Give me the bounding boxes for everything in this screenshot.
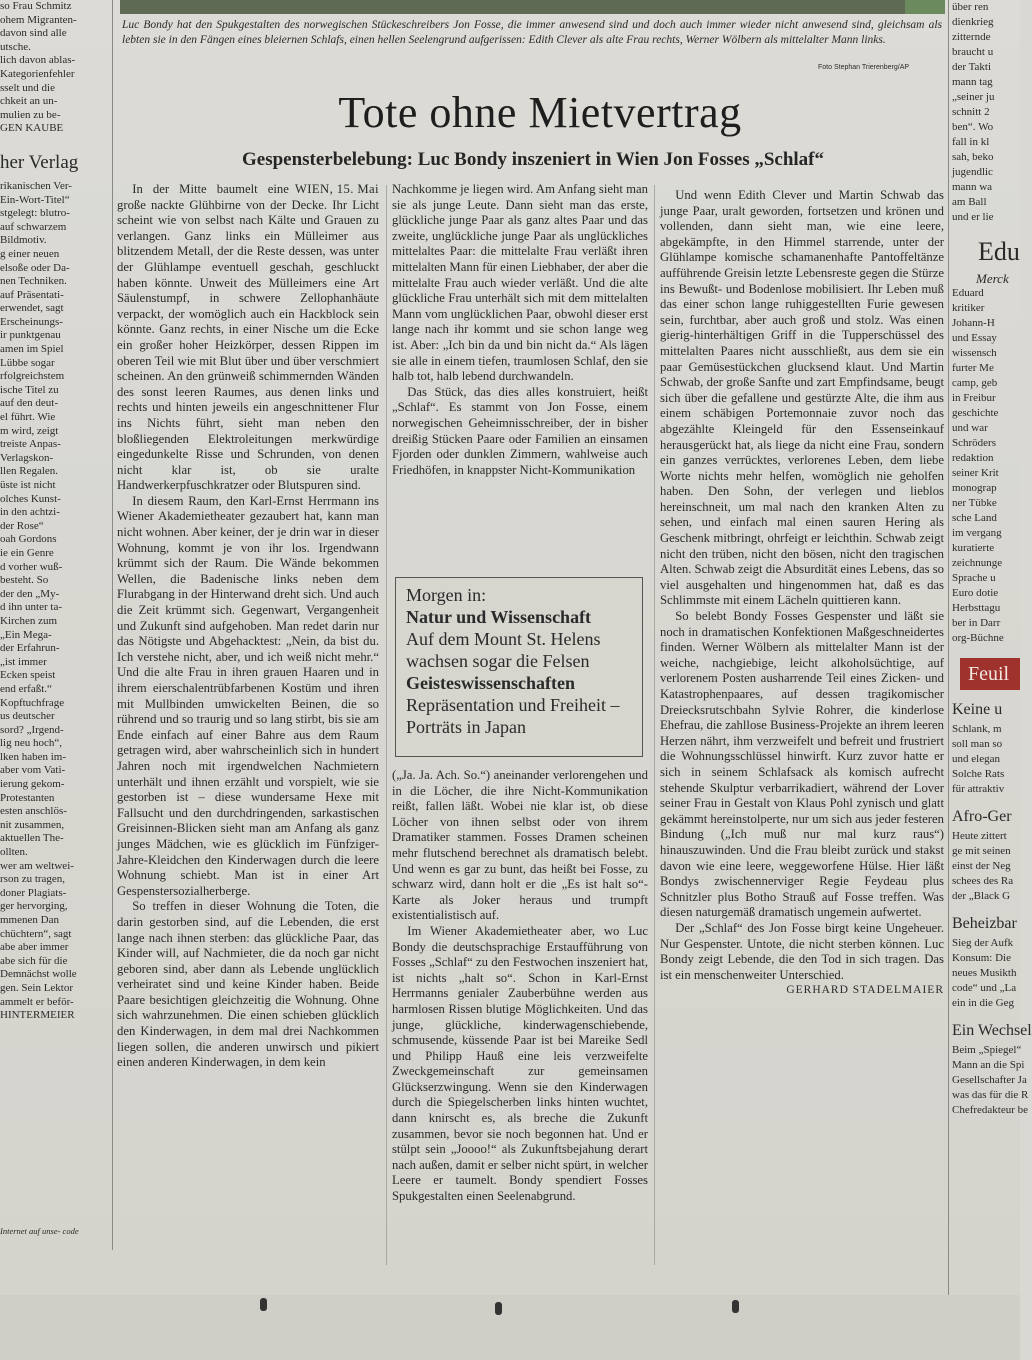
left-neighbor-line: davon sind alle bbox=[0, 27, 67, 40]
right-neighbor-line: jugendlic bbox=[952, 166, 993, 178]
left-neighbor-line: HINTERMEIER bbox=[0, 1009, 75, 1022]
right-neighbor-line: wissensch bbox=[952, 347, 997, 359]
photo-bottom-edge bbox=[120, 0, 945, 14]
article-subheadline: Gespensterbelebung: Luc Bondy inszeniert in Wien Jon Fosses „Schlaf“ bbox=[241, 149, 825, 170]
left-bottom-note: Internet auf unse- code bbox=[0, 1226, 79, 1236]
left-neighbor-top-lines bbox=[0, 0, 108, 136]
left-neighbor-line: so Frau Schmitz bbox=[0, 0, 72, 12]
left-neighbor-line: besteht. So bbox=[0, 574, 49, 587]
article-headline: Tote ohne Mietvertrag bbox=[338, 88, 742, 137]
left-neighbor-line: oah Gordons bbox=[0, 533, 57, 546]
column3-paragraph: Der „Schlaf“ des Jon Fosse birgt keine Ungeheuer. Nur Gespenster. Untote, die nicht sterben können. Luc Bondy zeigt Lebende, die den Tod in sich tragen. Das ist ein menschenweiter Unterschied. bbox=[660, 920, 944, 982]
column1-paragraph: In diesem Raum, den Karl-Ernst Herrmann ins Wiener Akademietheater gezaubert hat, kann man nicht wohnen. Aber keiner, der je drin war in dieser Wohnung, kommt je von ihr los. Irgendwann krümmt sich der Raum. Die Wände bekommen Wellen, die Badenische links neben dem Flurabgang in der Hinterwand dreht sich. Und auch die Zeit krümmt sich. Gegenwart, Vergangenheit und Zukunft sind aufgehoben. Man redet darin nur das Nötigste und Abgehacktest: „Nein, da bist du. Ich verstehe nicht, aber, und ich weiß nicht mehr.“ Und die alte Frau in ihren grauen Haaren und in ihrem eierschalentrübfarbenen Kostüm und ihren mit Mullbinden umwickelten Beinen, die so rührend und so traurig und so lang stirbt, bis sie am Ende einfach auf einer Bahre aus dem Raum getragen wird, aber wahrscheinlich sich in hundert Jahren noch mit irgendwelchen Nachmietern unterhält und ihnen erzählt und vorspielt, wie sie gestorben ist – diese wundersame Hexe mit Fallsucht und den durchdringenden, sarkastischen Greisinnen-Blicken sieht man am Anfang als ganz junges Mädchen, wie es glücklich im Fünfziger-Jahre-Kleidchen den Kinderwagen durch die leere Wohnung schiebt. Man ist in einer Art Gespenstersozialherberge. bbox=[117, 493, 379, 898]
brief-line: ge mit seinen bbox=[952, 845, 1011, 857]
column1-paragraph: In der Mitte baumelt eine große nackte Glühbirne von der Decke. Ihr Licht scheint wie von selbst nach Kälte und Grauen zu verlangen. Ganz links ein Mülleimer aus blitzendem Metall, der die Reste dessen, was unter der Glühlampe eventuell geschah, geschluckt haben könnte. Unweit des Mülleimers eine Art Säulenstumpf, in schwere Zellophanhäute verpackt, der womöglich auch ein Hackblock sein könnte. Ganz rechts, in einer Nische um die Ecke ein großer hoher Heizkörper, dessen Rippen im oberen Teil wie mit Blut über und über verschmiert scheinen. An den grünweiß schimmernden Wänden des sonst leeren Raumes, aus denen links und rechts und hinten jeweils ein angeschnittener Flur ins Nichts führt, sieht man neben den bloßliegenden Elektroleitungen merkwürdige eingedunkelte Risse und Schrunden, von denen nicht klar ist, ob sie uralte Handwerkerpfuschkratzer oder Blutspuren sind. bbox=[117, 182, 379, 493]
left-neighbor-line: rfolgreichstem bbox=[0, 370, 65, 383]
right-neighbor-line: mann tag bbox=[952, 76, 993, 88]
left-neighbor-line: Kirchen zum bbox=[0, 614, 58, 627]
left-neighbor-line: ohem Migranten- bbox=[0, 13, 77, 26]
left-neighbor-line: „Ein Mega- bbox=[0, 628, 52, 641]
article-column-2-bottom bbox=[392, 768, 648, 1268]
teaser-section-1: Natur und Wissenschaft bbox=[406, 607, 592, 627]
left-neighbor-heading: her Verlag bbox=[0, 151, 79, 173]
brief4-title: Ein Wechsel bbox=[952, 1022, 1032, 1039]
left-neighbor-line: GEN KAUBE bbox=[0, 122, 64, 135]
brief-line: der „Black G bbox=[952, 890, 1011, 902]
article-column-1 bbox=[117, 182, 379, 1262]
right-neighbor-line: camp, geb bbox=[952, 377, 998, 389]
photo-credit: Foto Stephan Trierenberg/AP bbox=[818, 64, 910, 71]
brief-line: neues Musikth bbox=[952, 967, 1017, 979]
article-column-3 bbox=[660, 188, 944, 1268]
brief-line: Beim „Spiegel“ bbox=[952, 1044, 1022, 1056]
brief-line: Gesellschafter Ja bbox=[952, 1074, 1027, 1086]
teaser-item-1: Auf dem Mount St. Helens wachsen sogar die Felsen bbox=[406, 629, 601, 671]
column2-paragraph: Im Wiener Akademietheater aber, wo Luc Bondy die deutschsprachige Erstaufführung von Fosses „Schlaf“ zu den Festwochen inszeniert hat, ist nichts „halt so“. Schon in Karl-Ernst Herrmanns genialer Zauberbühne werden aus harmlosen Rissen blutige Möglichkeiten. Und das junge, glückliche, kinderwagenschiebende, schmusende, küssende Paar ist bei Mareike Sedl und Philipp Hauß eine leis verzweifelte Zweckgemeinschaft zur gemeinsamen Glückserzwingung. Wenn sie den Kinderwagen durch die Spiegelscherben links hinten wuchtet, dann knirscht es, als breche die Zukunft zusammen, bevor sie noch begonnen hat. Und er stülpt sein „Joooo!“ als Zukunftsbejahung derart nach außen, damit er selber nicht spürt, in welcher Leere er taumelt. Bondy spendiert Fosses Spukgestalten einen Seelenabgrund. bbox=[392, 923, 648, 1204]
left-neighbor-line: Verlagskon- bbox=[0, 451, 54, 464]
left-neighbor-line: mulien zu be- bbox=[0, 108, 61, 121]
right-neighbor-line: und er lie bbox=[952, 211, 994, 223]
left-neighbor-line: doner Plagiats- bbox=[0, 886, 67, 899]
column3-paragraph: Und wenn Edith Clever und Martin Schwab das junge Paar, uralt geworden, fortsetzen und krönen und vollenden, dann sieht man, wie eine leere, abgekämpfte, in den Himmel starrende, unter der Glühlampe komische schamanenhafte Pantoffeltänze aufführende Greisin letzte Lebensreste gegen die Stürze ins Bewußt- und Bodenlose mobilisiert. Ihr Leben muß das einer schon lange ruhiggestellten Furie gewesen sein, furchtbar, aber auch groß und stolz. Was einen gierig-hinterhältigen Griff in die Tupperschüssel des mittelalten Paares nicht ausschließt, aus dem sie ein paar Gemüsestückchen glucksend klaut. Und Martin Schwab, der große Sanfte und zart Empfindsame, beugt sich über die gefallene und gestürzte Alte, die ihm aus einem schäbigen Portemonnaie zuvor noch das abgezählte Kleingeld für den Essenseinkauf herausgerückt hat, als liege da nicht eine Frau, sondern ein ganzes verrücktes, verlorenes Leben, dem liebe Worte nichts mehr helfen, womöglich nie geholfen haben. Den Sohn, der verlegen und lieblos hereinschneit, um mal nach den kranken Alten zu sehen, und einfach mal einen sauren Hering als Geschenk mitbringt, ohrfeigt er leichthin. Schwab zeigt nicht den trüben, nicht den bösen, nicht den tragischen Alten. Schwab zeigt die Absurdität eines Lebens, das so viel ausgehalten und hingenommen hat, daß es das Schlimmste mit einem Lächeln quittieren kann. bbox=[660, 188, 944, 608]
tomorrow-teaser-box bbox=[395, 577, 643, 757]
right-neighbor-line: kritiker bbox=[952, 302, 985, 314]
left-neighbor-line: d vorher wuß- bbox=[0, 560, 63, 573]
left-neighbor-line: end erfaßt.“ bbox=[0, 682, 52, 695]
left-neighbor-line: sselt und die bbox=[0, 81, 55, 94]
brief-line: Heute zittert bbox=[952, 830, 1007, 842]
right-neighbor-line: seiner Krit bbox=[952, 467, 999, 479]
right-neighbor-line: der Takti bbox=[952, 61, 992, 73]
left-neighbor-line: „ist immer bbox=[0, 655, 47, 668]
right-neighbor-line: braucht u bbox=[952, 46, 994, 58]
right-neighbor-line: zitternde bbox=[952, 31, 991, 43]
left-neighbor-line: Kopftuchfrage bbox=[0, 696, 65, 709]
right-neighbor-line: ben“. Wo bbox=[952, 121, 994, 133]
left-neighbor-line: aktuellen The- bbox=[0, 832, 64, 845]
left-neighbor-column bbox=[0, 0, 108, 1300]
column-rule-1 bbox=[386, 185, 387, 1265]
left-neighbor-line: ie ein Genre bbox=[0, 546, 54, 559]
right-neighbor-author: Merck bbox=[976, 271, 1009, 286]
left-neighbor-line: abe sich für die bbox=[0, 954, 68, 967]
right-neighbor-line: schnitt 2 bbox=[952, 106, 990, 118]
left-neighbor-line: auf den deut- bbox=[0, 397, 59, 410]
brief-line: Schlank, m bbox=[952, 723, 1002, 735]
photo-caption: Luc Bondy hat den Spukgestalten des norwegischen Stückeschreibers Jon Fosse, die immer anwesend sind und doch auch immer wieder nicht anwesend sind, gleichsam als lebten sie in den Fängen eines bleiernen Schlafs, einen hellen Seelengrund aufgerissen: Edith Clever als alte Frau rechts, Werner Wölbern als mittelalter Mann links. bbox=[122, 19, 942, 46]
column-rule-right bbox=[948, 0, 949, 1300]
left-neighbor-line: üste ist nicht bbox=[0, 479, 56, 491]
teaser-section-2: Geisteswissenschaften bbox=[406, 673, 575, 693]
brief-line: soll man so bbox=[952, 738, 1003, 750]
article-column-2-top bbox=[392, 182, 648, 562]
right-neighbor-line: sche Land bbox=[952, 512, 997, 524]
left-neighbor-line: ir punktgenau bbox=[0, 329, 61, 342]
brief-line: einst der Neg bbox=[952, 860, 1011, 872]
right-neighbor-line: monograp bbox=[952, 482, 997, 494]
right-neighbor-line: Johann-H bbox=[952, 317, 995, 329]
right-neighbor-line: dienkrieg bbox=[952, 16, 994, 28]
left-neighbor-line: nen Techniken. bbox=[0, 275, 67, 288]
brief-line: schees des Ra bbox=[952, 875, 1014, 887]
left-neighbor-line: sord? „Irgend- bbox=[0, 723, 64, 736]
left-neighbor-line: us deutscher bbox=[0, 710, 55, 723]
brief-line: Chefredakteur be bbox=[952, 1104, 1029, 1116]
right-neighbor-line: zeichnunge bbox=[952, 557, 1003, 569]
brief-line: Konsum: Die bbox=[952, 952, 1011, 964]
right-neighbor-line: am Ball bbox=[952, 196, 987, 208]
right-neighbor-line: und Essay bbox=[952, 332, 997, 344]
left-neighbor-line: in den achtzi- bbox=[0, 506, 60, 519]
right-neighbor-top-lines bbox=[952, 0, 1020, 225]
brief-line: für attraktiv bbox=[952, 783, 1005, 795]
left-neighbor-line: aber vom Vati- bbox=[0, 764, 66, 777]
left-neighbor-line: g einer neuen bbox=[0, 247, 60, 260]
right-neighbor-line: und war bbox=[952, 422, 988, 434]
right-neighbor-line: mann wa bbox=[952, 181, 993, 193]
right-neighbor-line: furter Me bbox=[952, 362, 994, 374]
left-neighbor-line: Bildmotiv. bbox=[0, 234, 47, 247]
brief4-lines bbox=[952, 1043, 1029, 1118]
left-neighbor-line: Erscheinungs- bbox=[0, 315, 63, 328]
left-neighbor-line: llen Regalen. bbox=[0, 465, 59, 478]
brief-line: code“ und „La bbox=[952, 982, 1017, 994]
left-neighbor-line: olches Kunst- bbox=[0, 492, 61, 505]
left-neighbor-line: ierung gekom- bbox=[0, 778, 65, 791]
author-signature: GERHARD STADELMAIER bbox=[786, 984, 944, 997]
right-neighbor-heading: Edu bbox=[978, 237, 1020, 266]
left-neighbor-line: amen im Spiel bbox=[0, 343, 64, 356]
left-neighbor-line: stgelegt: blutro- bbox=[0, 207, 70, 220]
left-neighbor-line: chkeit an un- bbox=[0, 95, 58, 108]
right-neighbor-line: org-Büchne bbox=[952, 632, 1004, 644]
brief1-title: Keine u bbox=[952, 701, 1003, 718]
column-rule-left bbox=[112, 0, 113, 1250]
left-neighbor-line: treiste Anpas- bbox=[0, 438, 61, 451]
right-neighbor-line: Euro dotie bbox=[952, 587, 999, 599]
left-neighbor-lines bbox=[0, 180, 108, 1023]
left-neighbor-line: Protestanten bbox=[0, 791, 55, 804]
left-neighbor-line: d ihn unter ta- bbox=[0, 601, 63, 614]
left-neighbor-line: ammelt er beför- bbox=[0, 995, 74, 1008]
column2-paragraph: („Ja. Ja. Ach. So.“) aneinander verlorengehen und in die Löcher, die ihre Nicht-Kommunikation reißt, fallen läßt. Wobei nie klar ist, ob diese Löcher von ihnen selbst oder von ihrem Dramatiker stammen. Fosses Dramen scheinen mehr flutschend berechnet als dramatisch belebt. Und wenn es gar zu bunt, das heißt bei Fosse, zu schwarz wird, dann holt er die „Es ist halt so“-Karte als Joker heraus und trumpft existentialistisch auf. bbox=[392, 768, 648, 923]
brief1-lines bbox=[952, 722, 1020, 797]
punch-hole bbox=[732, 1300, 739, 1313]
left-neighbor-line: auf Präsentati- bbox=[0, 288, 64, 301]
left-neighbor-line: erwendet, sagt bbox=[0, 302, 64, 315]
left-neighbor-line: rikanischen Ver- bbox=[0, 179, 72, 192]
punch-hole bbox=[260, 1298, 267, 1311]
left-neighbor-line: elsoße oder Da- bbox=[0, 261, 70, 274]
left-neighbor-line: utsche. bbox=[0, 40, 31, 53]
feuilleton-section-label: Feuil bbox=[960, 658, 1020, 690]
left-neighbor-line: Kategorienfehler bbox=[0, 67, 75, 80]
left-neighbor-line: esten anschlös- bbox=[0, 805, 67, 818]
right-neighbor-column bbox=[952, 0, 1032, 1360]
left-neighbor-line: ollten. bbox=[0, 846, 28, 859]
right-neighbor-line: „seiner ju bbox=[952, 91, 995, 103]
right-neighbor-line: Eduard bbox=[952, 287, 984, 299]
punch-hole bbox=[495, 1302, 502, 1315]
right-neighbor-line: über ren bbox=[952, 1, 989, 13]
left-neighbor-line: der Erfahrun- bbox=[0, 642, 60, 655]
brief-line: ein in die Geg bbox=[952, 997, 1015, 1009]
right-neighbor-line: kuratierte bbox=[952, 542, 995, 554]
right-neighbor-line: in Freibur bbox=[952, 392, 996, 404]
left-neighbor-line: lich davon ablas- bbox=[0, 54, 76, 67]
left-neighbor-line: ische Titel zu bbox=[0, 383, 59, 396]
right-neighbor-line: ner Tübke bbox=[952, 497, 997, 509]
right-neighbor-line: Herbsttagu bbox=[952, 602, 1001, 614]
left-neighbor-line: Ecken speist bbox=[0, 669, 56, 682]
page-fold-strip bbox=[0, 1295, 1020, 1360]
dateline: WIEN, 15. Mai bbox=[294, 182, 379, 196]
brief-line: Mann an die Spi bbox=[952, 1059, 1025, 1071]
right-neighbor-line: geschichte bbox=[952, 407, 999, 419]
left-neighbor-line: abe aber immer bbox=[0, 941, 69, 954]
left-neighbor-line: ger hervorging, bbox=[0, 900, 68, 913]
brief-line: und elegan bbox=[952, 753, 1000, 765]
right-neighbor-line: redaktion bbox=[952, 452, 994, 464]
brief-line: was das für die R bbox=[952, 1089, 1029, 1101]
left-neighbor-line: el führt. Wie bbox=[0, 411, 56, 424]
left-neighbor-line: chüchtern“, sagt bbox=[0, 927, 72, 940]
left-neighbor-line: nit zusammen, bbox=[0, 818, 65, 831]
photo-bottom-edge-highlight bbox=[905, 0, 945, 14]
right-neighbor-lines bbox=[952, 286, 1020, 646]
brief2-title: Afro-Ger bbox=[952, 808, 1012, 825]
right-neighbor-line: Schröders bbox=[952, 437, 996, 449]
column-rule-2 bbox=[654, 185, 655, 1265]
right-neighbor-line: sah, beko bbox=[952, 151, 994, 163]
left-neighbor-line: rson zu tragen, bbox=[0, 873, 66, 886]
column3-paragraph: So belebt Bondy Fosses Gespenster und läßt sie noch in dramatischen Konfektionen Maßgeschneidertes finden. Werner Wölbern als mittelalter Mann ist der weiche, nachgiebige, leicht alkoholsüchtige, auf verlorenem Posten ausharrende Teil eines Zicken- und Katastrophenpaares, auf dessen tragikomischer Dreiecksrutschbahn Sylvie Rohrer, die kinderlose Ehefrau, die zahllose Business-Projekte an ihrem leeren Herzen nährt, ihm verzweifelt und befreit und frustriert die Wohnungsschlüssel hinwirft. Kurz zuvor hatte er sich in seinem Schlafsack als komisch aufrecht stehende Skulptur verbarrikadiert, während der Lover seiner Frau in Gestalt von Klaus Pohl zynisch und glatt gekämmt hereinstolperte, nur um sich aus jeder festeren Bindung („Ich muß nur mal kurz raus“) hinauszuwinden. Und die Frau bleibt zurück und stakst davon wie eine leere, weggeworfene Hülse. Hier läßt Bondys zwischennerviger Regie Feydeau plus Schnitzler plus Botho Strauß auf Fosse treffen. Was diesen naturgemäß dramatisch ungemein aufwertet. bbox=[660, 609, 944, 920]
left-neighbor-line: mmenen Dan bbox=[0, 914, 59, 926]
left-neighbor-line: Ein-Wort-Titel“ bbox=[0, 193, 70, 206]
left-neighbor-line: auf schwarzem bbox=[0, 220, 67, 233]
left-neighbor-line: Lübbe sogar bbox=[0, 356, 55, 369]
left-neighbor-line: lken haben im- bbox=[0, 750, 66, 763]
left-neighbor-line: gen. Sein Lektor bbox=[0, 981, 74, 994]
column2-paragraph: Das Stück, das dies alles konstruiert, heißt „Schlaf“. Es stammt von Jon Fosse, einem norwegischen Geheimnisschreiber, der in bisher dreißig Stücken Paare oder Familien an einsamen Fjorden oder dunklen Zimmern, wahlweise auch Friedhöfen, in knappster Nicht-Kommunikation bbox=[392, 384, 648, 477]
column1-paragraph: So treffen in dieser Wohnung die Toten, die darin gestorben sind, auf die Lebenden, die erst lange nach ihnen sterben: das glückliche Paar, das Kinder will, auf Nachmieter, die da noch gar nicht geboren sind, aber dann als Lebende unglücklich verheiratet sind und keine Kinder haben. Beide Paare besichtigen gleichzeitig die Wohnung. Ohne sich wahrzunehmen. Die einen schieben glücklich den Kinderwagen, in dem mal drei Nachkommen liegen sollen, die anderen unwirsch und pikiert einen anderen Kinderwagen, in dem kein bbox=[117, 899, 379, 1070]
right-neighbor-line: Sprache u bbox=[952, 572, 996, 584]
left-neighbor-line: lig neu hoch“, bbox=[0, 737, 63, 750]
left-neighbor-line: der den „My- bbox=[0, 587, 60, 600]
left-neighbor-line: m wird, zeigt bbox=[0, 424, 59, 437]
brief-line: Sieg der Aufk bbox=[952, 937, 1014, 949]
column2-paragraph: Nachkomme je liegen wird. Am Anfang sieht man sie als junge Leute. Dann sieht man das erste, glückliche junge Paar als ganz altes Paar und das zweite, unglückliche junge Paar als unglückliches mittelaltes Paar: die mittelalte Frau verläßt ihren mittelalten Mann für einen Liebhaber, der aber die mittelalte Frau auch wieder verläßt. Und die alte glückliche Frau unterhält sich mit dem mittelalten Mann vom unglücklichen Paar, obwohl dieser erst lange nach ihr kommt und sie schon lange weg ist. Aber: „Ich bin da und bin nicht da.“ Als lägen sie alle in einem tiefen, traumlosen Schlaf, den sie halb tot, halb lebend durchwandeln. bbox=[392, 182, 648, 384]
right-neighbor-line: im vergang bbox=[952, 527, 1002, 539]
teaser-intro: Morgen in: bbox=[406, 585, 487, 605]
teaser-item-2: Repräsentation und Freiheit – Porträts in Japan bbox=[406, 695, 620, 737]
brief-line: Solche Rats bbox=[952, 768, 1005, 780]
brief2-lines bbox=[952, 829, 1020, 904]
left-neighbor-line: der Rose“ bbox=[0, 519, 44, 532]
right-neighbor-line: fall in kl bbox=[952, 136, 990, 148]
brief3-lines bbox=[952, 936, 1020, 1011]
brief3-title: Beheizbar bbox=[952, 915, 1017, 932]
left-neighbor-line: Demnächst wolle bbox=[0, 968, 77, 981]
right-neighbor-line: ber in Darr bbox=[952, 617, 1001, 629]
left-neighbor-line: wer am weltwei- bbox=[0, 859, 74, 872]
